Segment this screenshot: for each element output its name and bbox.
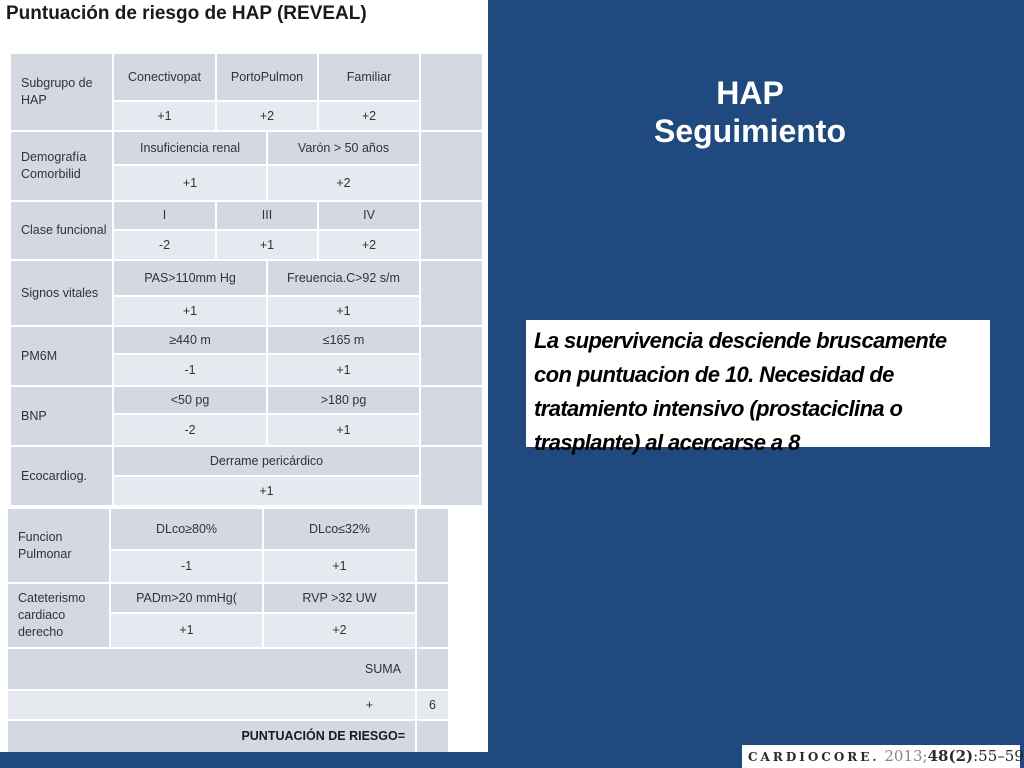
score-value: +1	[113, 165, 267, 201]
header-bnp-low: <50 pg	[113, 386, 267, 414]
header-varon: Varón > 50 años	[267, 131, 420, 165]
table-row	[10, 386, 483, 414]
header-clase-i: I	[113, 201, 216, 230]
header-clase-iii: III	[216, 201, 318, 230]
score-value: -1	[113, 354, 267, 386]
citation-year: 2013;	[879, 747, 928, 765]
empty-cell	[416, 508, 449, 583]
note-box	[526, 320, 990, 456]
reveal-table-bottom	[6, 507, 450, 754]
row-label-clase: Clase funcional	[10, 201, 113, 260]
empty-cell	[416, 583, 449, 648]
reveal-table-top	[9, 52, 484, 507]
score-value: -2	[113, 230, 216, 260]
score-value: +1	[267, 296, 420, 326]
total-value: 6	[416, 690, 449, 720]
puntuacion-label: PUNTUACIÓN DE RIESGO=	[7, 720, 416, 753]
header-conectivopatia: Conectivopat	[113, 53, 216, 101]
citation-pages: :55–59	[973, 747, 1024, 765]
suma-label: SUMA	[7, 648, 416, 690]
document-title: Puntuación de riesgo de HAP (REVEAL)	[6, 3, 367, 24]
header-dlco-low: DLco≤32%	[263, 508, 416, 550]
row-label-demografia: Demografía Comorbilid	[10, 131, 113, 201]
header-derrame: Derrame pericárdico	[113, 446, 420, 476]
table-row	[7, 508, 449, 550]
header-pm6m-high: ≥440 m	[113, 326, 267, 354]
slide-title	[630, 74, 870, 151]
empty-cell	[420, 131, 483, 201]
empty-cell	[416, 648, 449, 690]
score-value: +1	[113, 296, 267, 326]
slide-title-line2: Seguimiento	[653, 113, 846, 150]
table-row	[10, 326, 483, 354]
table-row	[10, 201, 483, 230]
header-pas: PAS>110mm Hg	[113, 260, 267, 296]
row-label-bnp: BNP	[10, 386, 113, 446]
citation	[742, 745, 1024, 768]
score-value: +2	[216, 101, 318, 131]
score-value: +2	[318, 230, 420, 260]
empty-cell	[420, 386, 483, 446]
table-row	[7, 690, 449, 720]
empty-cell	[420, 446, 483, 506]
header-pm6m-low: ≤165 m	[267, 326, 420, 354]
table-row	[7, 720, 449, 753]
header-insuficiencia-renal: Insuficiencia renal	[113, 131, 267, 165]
table-row	[7, 583, 449, 613]
score-value: +1	[113, 101, 216, 131]
plus-label: +	[7, 690, 416, 720]
row-label-signos: Signos vitales	[10, 260, 113, 326]
bottom-strip	[0, 752, 488, 768]
header-rvp: RVP >32 UW	[263, 583, 416, 613]
row-label-eco: Ecocardiog.	[10, 446, 113, 506]
score-value: +1	[267, 414, 420, 446]
table-row	[10, 131, 483, 165]
score-value: +2	[267, 165, 420, 201]
note-text: La supervivencia desciende bruscamente con puntuacion de 10. Necesidad de tratamiento intensivo (prostaciclina o trasplante) al acercarse a 8	[534, 328, 947, 456]
row-label-funcion: Funcion Pulmonar	[7, 508, 110, 583]
score-value: +2	[263, 613, 416, 648]
header-portopulmonar: PortoPulmon	[216, 53, 318, 101]
empty-cell	[420, 53, 483, 131]
score-value: +1	[216, 230, 318, 260]
score-value: +1	[110, 613, 263, 648]
empty-cell	[420, 260, 483, 326]
header-familiar: Familiar	[318, 53, 420, 101]
score-value: +1	[267, 354, 420, 386]
score-value: +1	[113, 476, 420, 506]
header-dlco-high: DLco≥80%	[110, 508, 263, 550]
header-frecuencia: Freuencia.C>92 s/m	[267, 260, 420, 296]
table-row	[10, 53, 483, 101]
empty-cell	[420, 201, 483, 260]
header-clase-iv: IV	[318, 201, 420, 230]
empty-cell	[416, 720, 449, 753]
table-row	[10, 446, 483, 476]
score-value: +2	[318, 101, 420, 131]
table-row	[10, 260, 483, 296]
empty-cell	[420, 326, 483, 386]
slide-title-line1: HAP	[716, 75, 784, 111]
header-padm: PADm>20 mmHg(	[110, 583, 263, 613]
score-value: +1	[263, 550, 416, 583]
score-value: -1	[110, 550, 263, 583]
citation-volume: 48(2)	[927, 747, 974, 765]
citation-journal: CARDIOCORE.	[748, 750, 880, 764]
row-label-cateterismo: Cateterismo cardiaco derecho	[7, 583, 110, 648]
header-bnp-high: >180 pg	[267, 386, 420, 414]
row-label-subgrupo: Subgrupo de HAP	[10, 53, 113, 131]
table-row	[7, 648, 449, 690]
reveal-panel	[0, 0, 488, 768]
score-value: -2	[113, 414, 267, 446]
row-label-pm6m: PM6M	[10, 326, 113, 386]
